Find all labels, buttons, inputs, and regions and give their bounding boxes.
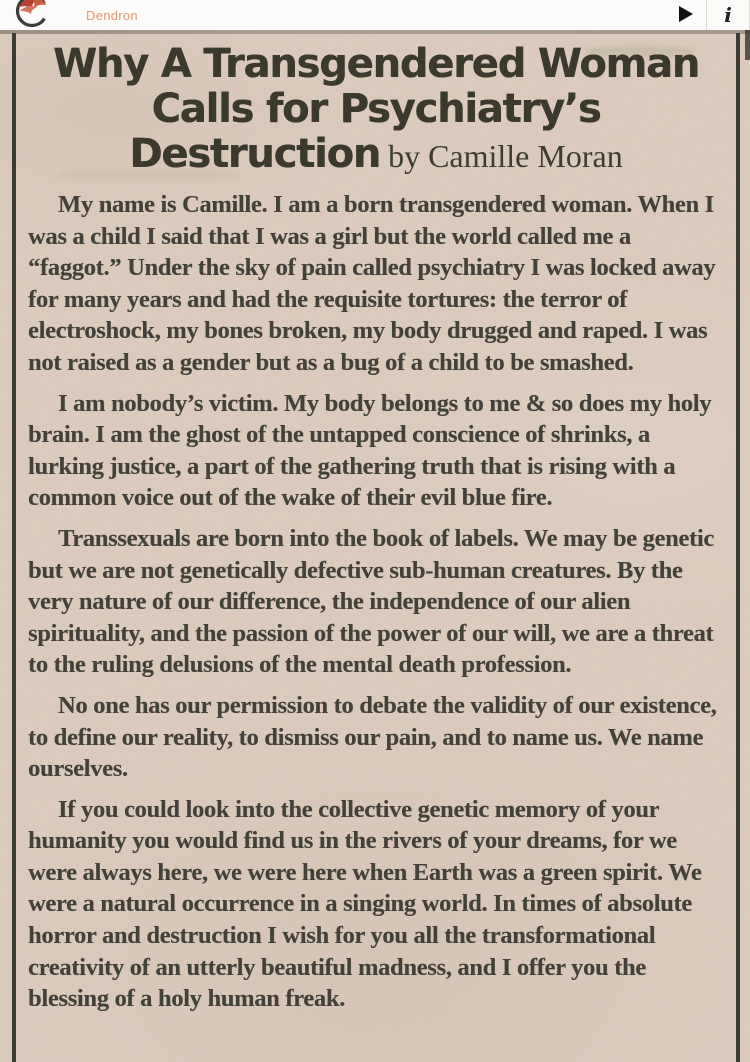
scan-corner-artifact — [745, 30, 750, 60]
article-body — [28, 189, 724, 1015]
document-scroll-area[interactable] — [0, 30, 750, 1062]
article-paragraph: I am nobody’s victim. My body belongs to me & so does my holy brain. I am the ghost of the untapped conscience of shrinks, a lurking justice, a part of the gathering truth that is rising with a common voice out of the wake of their evil blue fire. — [28, 389, 712, 512]
app-title: Dendron — [86, 7, 138, 23]
app-logo-button[interactable] — [0, 0, 56, 30]
article-title — [28, 42, 724, 179]
article-paragraph: If you could look into the collective genetic memory of your humanity you would find us in the rivers of your dreams, for we were always here, we were here when Earth was a green spirit. We were a natural occurrence in a singing world. In times of absolute horror and destruction I wish for you all the transformational creativity of an utterly beautiful madness, and I offer you the blessing of a holy human freak. — [28, 795, 702, 1013]
play-button[interactable] — [664, 0, 706, 30]
app-bar — [0, 0, 750, 30]
article-paragraph: Transsexuals are born into the book of labels. We may be genetic but we are not genetically defective sub-human creatures. By the very nature of our difference, the independence of our alien spirituality, and the passion of the power of our will, we are a threat to the ruling delusions of the mental death profession. — [28, 524, 714, 679]
article — [28, 36, 724, 1024]
article-frame-right-rule — [736, 33, 740, 1062]
play-icon — [676, 5, 694, 26]
info-icon: i — [724, 3, 732, 27]
title-line-3: Destruction — [129, 131, 381, 177]
title-line-2: Calls for Psychiatry’s — [151, 86, 601, 132]
title-line-1: Why A Transgendered Woman — [52, 41, 700, 87]
article-paragraph: No one has our permission to debate the validity of our existence, to define our reality, to dismiss our pain, and to name us. We name ourselves. — [28, 691, 717, 783]
article-byline: by Camille Moran — [388, 138, 623, 174]
article-paragraph: My name is Camille. I am a born transgendered woman. When I was a child I said that I was a girl but the world called me a “faggot.” Under the sky of pain called psychiatry I was locked away for many years and had the requisite tortures: the terror of electroshock, my bones broken, my body drugged and raped. I was not raised as a gender but as a bug of a child to be smashed. — [28, 191, 716, 376]
article-frame-left-rule — [12, 33, 16, 1062]
info-button[interactable] — [707, 0, 749, 30]
scan-edge-artifact — [0, 30, 750, 34]
